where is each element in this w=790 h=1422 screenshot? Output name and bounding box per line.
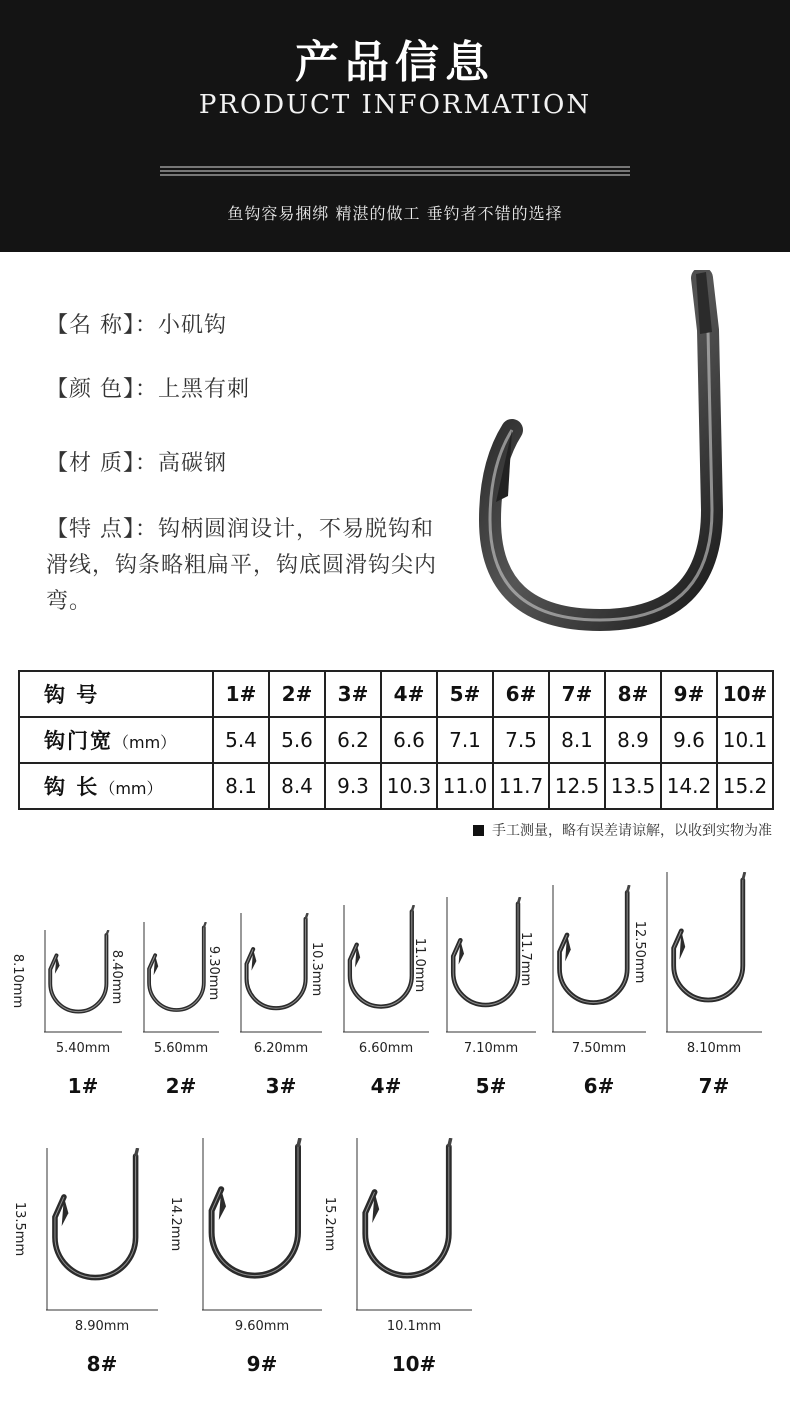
spec-name: 【名 称】：小矶钩 xyxy=(46,313,227,338)
cell-len-1: 8.1 xyxy=(213,763,269,809)
hero-hook-image xyxy=(450,270,750,650)
hook-highlight xyxy=(212,1147,298,1276)
hook-length-label: 8.40mm xyxy=(109,949,124,1005)
hook-length-label: 9.30mm xyxy=(206,945,221,1000)
cell-gap-4: 6.6 xyxy=(381,717,437,763)
hook-size-label: 2# xyxy=(165,1074,197,1098)
cell-size-8: 8# xyxy=(605,671,661,717)
hook-width-label: 8.90mm xyxy=(74,1319,130,1334)
hook-eye xyxy=(743,872,745,880)
note-text: 手工测量，略有误差请谅解，以收到实物为准 xyxy=(492,823,772,839)
cell-len-8: 13.5 xyxy=(605,763,661,809)
hook-highlight xyxy=(149,928,204,1010)
hook-eye xyxy=(298,1138,300,1147)
cell-size-3: 3# xyxy=(325,671,381,717)
cell-gap-3: 6.2 xyxy=(325,717,381,763)
hook-size-label: 10# xyxy=(391,1352,437,1376)
hook-width-label: 7.10mm xyxy=(463,1041,519,1056)
hook-drawing xyxy=(46,1148,158,1312)
hook-item xyxy=(168,1138,322,1380)
spec-color: 【颜 色】：上黑有刺 xyxy=(46,377,250,402)
cell-len-7: 12.5 xyxy=(549,763,605,809)
hook-item xyxy=(309,905,429,1102)
hook-width-label: 7.50mm xyxy=(571,1041,627,1056)
hook-highlight xyxy=(50,935,106,1012)
square-bullet-icon xyxy=(473,825,484,836)
hook-eye xyxy=(136,1148,138,1156)
decorative-fine-text xyxy=(160,164,630,178)
cell-gap-1: 5.4 xyxy=(213,717,269,763)
hook-size-label: 4# xyxy=(370,1074,402,1098)
hook-item xyxy=(632,872,762,1102)
hook-length-label: 13.5mm xyxy=(12,1201,27,1257)
cell-size-10: 10# xyxy=(717,671,773,717)
cell-gap-5: 7.1 xyxy=(437,717,493,763)
hook-length-label: 14.2mm xyxy=(168,1196,183,1252)
hook-size-label: 1# xyxy=(67,1074,99,1098)
hook-shape xyxy=(149,928,204,1010)
hook-item xyxy=(322,1138,472,1380)
cell-gap-6: 7.5 xyxy=(493,717,549,763)
cell-gap-2: 5.6 xyxy=(269,717,325,763)
hook-length-label: 10.3mm xyxy=(309,941,324,996)
hook-length-label: 11.0mm xyxy=(412,937,427,992)
cell-size-2: 2# xyxy=(269,671,325,717)
hook-shape xyxy=(212,1147,298,1276)
header-banner xyxy=(0,0,790,252)
hook-shape xyxy=(674,880,743,1000)
gap-width-label: 钩门宽 xyxy=(44,729,113,753)
hook-shape xyxy=(247,919,306,1008)
hook-eye xyxy=(449,1138,451,1147)
cell-gap-7: 8.1 xyxy=(549,717,605,763)
cell-size-1: 1# xyxy=(213,671,269,717)
cell-gap-8: 8.9 xyxy=(605,717,661,763)
hook-drawing xyxy=(202,1138,322,1312)
hook-size-label: 8# xyxy=(86,1352,118,1376)
hook-size-label: 5# xyxy=(475,1074,507,1098)
cell-len-3: 9.3 xyxy=(325,763,381,809)
hook-length-label: 8.10mm xyxy=(10,953,25,1009)
hook-size-label: 9# xyxy=(246,1352,278,1376)
cell-gap-10: 10.1 xyxy=(717,717,773,763)
hook-size-label: 7# xyxy=(698,1074,730,1098)
cell-size-7: 7# xyxy=(549,671,605,717)
hook-width-label: 8.10mm xyxy=(686,1041,742,1056)
hook-item xyxy=(12,1148,158,1380)
table-row-size xyxy=(19,671,773,717)
measurement-note xyxy=(473,820,772,840)
title-en: PRODUCT INFORMATION xyxy=(198,90,592,120)
hook-length-label: 12.50mm xyxy=(632,920,647,984)
cell-gap-9: 9.6 xyxy=(661,717,717,763)
hook-width-label: 5.40mm xyxy=(55,1041,111,1056)
cell-size-9: 9# xyxy=(661,671,717,717)
hook-eye xyxy=(518,897,520,904)
hook-drawing xyxy=(666,872,762,1034)
size-table xyxy=(18,670,774,810)
table-row-gap-width xyxy=(19,717,773,763)
hook-eye xyxy=(627,885,629,892)
table-row-length xyxy=(19,763,773,809)
length-label: 钩 长 xyxy=(44,775,100,799)
row-label-size: 钩 号 xyxy=(19,671,213,717)
cell-len-2: 8.4 xyxy=(269,763,325,809)
hook-width-label: 5.60mm xyxy=(153,1041,209,1056)
hook-size-label: 3# xyxy=(265,1074,297,1098)
hook-shape xyxy=(50,935,106,1012)
hook-highlight xyxy=(247,919,306,1008)
hook-highlight xyxy=(55,1156,136,1278)
title-zh: 产品信息 xyxy=(295,37,495,88)
unit-label: （mm） xyxy=(99,779,163,798)
hook-length-label: 15.2mm xyxy=(322,1196,337,1252)
hook-size-label: 6# xyxy=(583,1074,615,1098)
unit-label: （mm） xyxy=(113,733,177,752)
hook-width-label: 6.60mm xyxy=(358,1041,414,1056)
hook-length-label: 11.7mm xyxy=(518,931,533,986)
hook-highlight xyxy=(674,880,743,1000)
hook-width-label: 6.20mm xyxy=(253,1041,309,1056)
cell-len-6: 11.7 xyxy=(493,763,549,809)
cell-len-5: 11.0 xyxy=(437,763,493,809)
slogan: 鱼钩容易捆绑 精湛的做工 垂钓者不错的选择 xyxy=(227,204,563,223)
hook-width-label: 9.60mm xyxy=(234,1319,290,1334)
hook-drawing xyxy=(356,1138,472,1312)
row-label-length xyxy=(19,763,213,809)
cell-size-4: 4# xyxy=(381,671,437,717)
cell-len-9: 14.2 xyxy=(661,763,717,809)
row-label-gap-width xyxy=(19,717,213,763)
hook-shape xyxy=(55,1156,136,1278)
cell-len-4: 10.3 xyxy=(381,763,437,809)
cell-size-6: 6# xyxy=(493,671,549,717)
hook-width-label: 10.1mm xyxy=(386,1319,442,1334)
spec-feature: 【特 点】：钩柄圆润设计，不易脱钩和滑线，钩条略粗扁平，钩底圆滑钩尖内弯。 xyxy=(46,517,438,614)
hook-item xyxy=(412,897,536,1102)
cell-len-10: 15.2 xyxy=(717,763,773,809)
spec-material: 【材 质】：高碳钢 xyxy=(46,451,227,476)
hook-item xyxy=(518,885,646,1102)
cell-size-5: 5# xyxy=(437,671,493,717)
